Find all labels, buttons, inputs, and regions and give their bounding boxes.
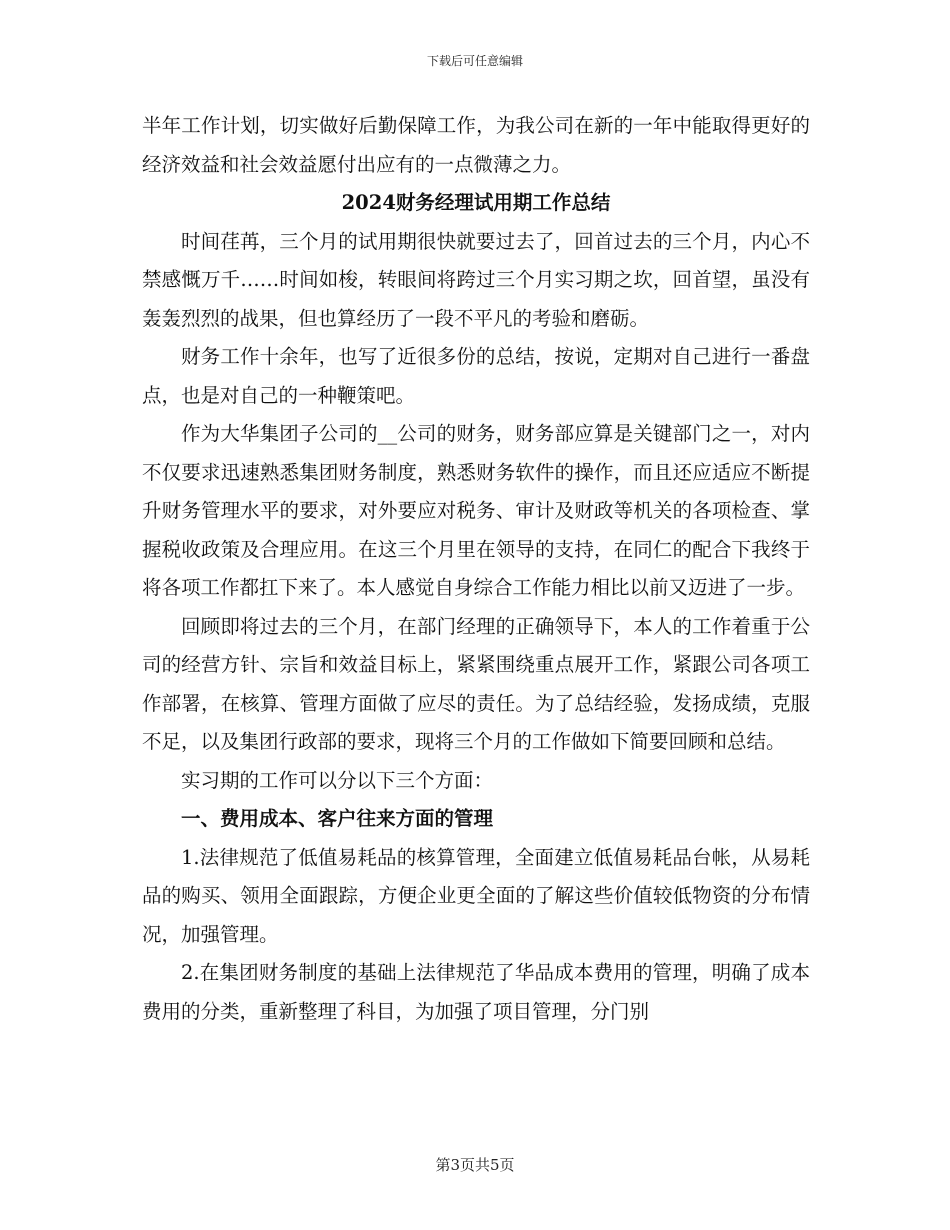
section-paragraph: 1.法律规范了低值易耗品的核算管理，全面建立低值易耗品台帐，从易耗品的购买、领用全面跟踪，方便企业更全面的了解这些价值较低物资的分布情况，加强管理。 (142, 845, 810, 946)
body-paragraph: 时间荏苒，三个月的试用期很快就要过去了，回首过去的三个月，内心不禁感慨万千……时间如梭，转眼间将跨过三个月实习期之坎，回首望，虽没有轰轰烈烈的战果，但也算经历了一段不平凡的考验和磨砺。 (142, 229, 810, 330)
section-heading: 一、费用成本、客户往来方面的管理 (181, 807, 494, 830)
section-paragraph: 2.在集团财务制度的基础上法律规范了华品成本费用的管理，明确了成本费用的分类，重新整理了科目，为加强了项目管理，分门别 (142, 961, 810, 1023)
body-paragraph: 作为大华集团子公司的__公司的财务，财务部应算是关键部门之一，对内不仅要求迅速熟悉集团财务制度，熟悉财务软件的操作，而且还应适应不断提升财务管理水平的要求，对外要应对税务、审计及财政等机关的各项检查、掌握税收政策及合理应用。在这三个月里在领导的支持，在同仁的配合下我终于将各项工作都扛下来了。本人感觉自身综合工作能力相比以前又迈进了一步。 (142, 422, 810, 599)
body-paragraph: 财务工作十余年，也写了近很多份的总结，按说，定期对自己进行一番盘点，也是对自己的一种鞭策吧。 (142, 345, 810, 407)
body-paragraph: 回顾即将过去的三个月，在部门经理的正确领导下，本人的工作着重于公司的经营方针、宗旨和效益目标上，紧紧围绕重点展开工作，紧跟公司各项工作部署，在核算、管理方面做了应尽的责任。为了总结经验，发扬成绩，克服不足，以及集团行政部的要求，现将三个月的工作做如下简要回顾和总结。 (142, 614, 810, 753)
intro-paragraph: 半年工作计划，切实做好后勤保障工作，为我公司在新的一年中能取得更好的经济效益和社会效益愿付出应有的一点微薄之力。 (142, 114, 810, 176)
body-paragraph: 实习期的工作可以分以下三个方面： (181, 768, 494, 792)
page-header: 下载后可任意编辑 (426, 54, 523, 68)
page-footer: 第3页共5页 (435, 1156, 515, 1174)
document-title: 2024财务经理试用期工作总结 (341, 191, 611, 214)
document-body (142, 107, 810, 1031)
